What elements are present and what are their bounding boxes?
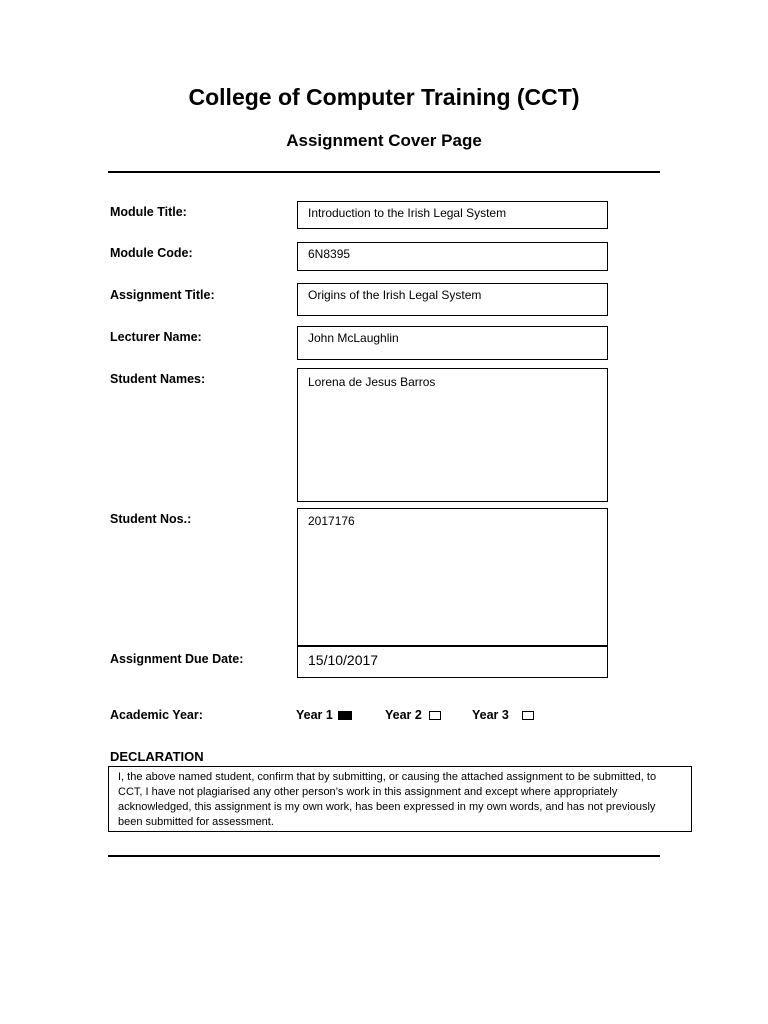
academic-year-label: Academic Year: (110, 708, 203, 722)
student-names-label: Student Names: (110, 372, 206, 386)
year-1-checkbox[interactable] (338, 711, 352, 720)
due-date-field[interactable]: 15/10/2017 (297, 645, 608, 678)
module-title-label: Module Title: (110, 205, 187, 219)
due-date-label: Assignment Due Date: (110, 652, 244, 666)
module-title-field[interactable]: Introduction to the Irish Legal System (297, 201, 608, 229)
year-1-option (296, 708, 333, 722)
module-code-label: Module Code: (110, 246, 193, 260)
document-title: College of Computer Training (CCT) (188, 84, 580, 110)
year-1-label: Year 1 (296, 708, 333, 722)
top-divider (108, 171, 660, 173)
declaration-text: I, the above named student, confirm that by submitting, or causing the attached assignment to be submitted, to CCT, I have not plagiarised any other person’s work in this assignment and except where appropriately acknowledged, this assignment is my own work, has been expressed in my own words, and has not previously been submitted for assessment. (108, 766, 692, 832)
student-names-field[interactable]: Lorena de Jesus Barros (297, 368, 608, 502)
assignment-title-label: Assignment Title: (110, 288, 215, 302)
year-3-checkbox[interactable] (522, 711, 534, 720)
lecturer-name-field[interactable]: John McLaughlin (297, 326, 608, 360)
year-2-label: Year 2 (385, 708, 422, 722)
student-nos-field[interactable]: 2017176 (297, 508, 608, 647)
bottom-divider (108, 855, 660, 857)
year-3-option (472, 708, 509, 722)
year-2-option (385, 708, 422, 722)
document-subtitle: Assignment Cover Page (286, 131, 482, 150)
student-nos-label: Student Nos.: (110, 512, 192, 526)
lecturer-name-label: Lecturer Name: (110, 330, 202, 344)
year-3-label: Year 3 (472, 708, 509, 722)
year-2-checkbox[interactable] (429, 711, 441, 720)
declaration-heading: DECLARATION (110, 749, 204, 764)
module-code-field[interactable]: 6N8395 (297, 242, 608, 271)
assignment-title-field[interactable]: Origins of the Irish Legal System (297, 283, 608, 316)
